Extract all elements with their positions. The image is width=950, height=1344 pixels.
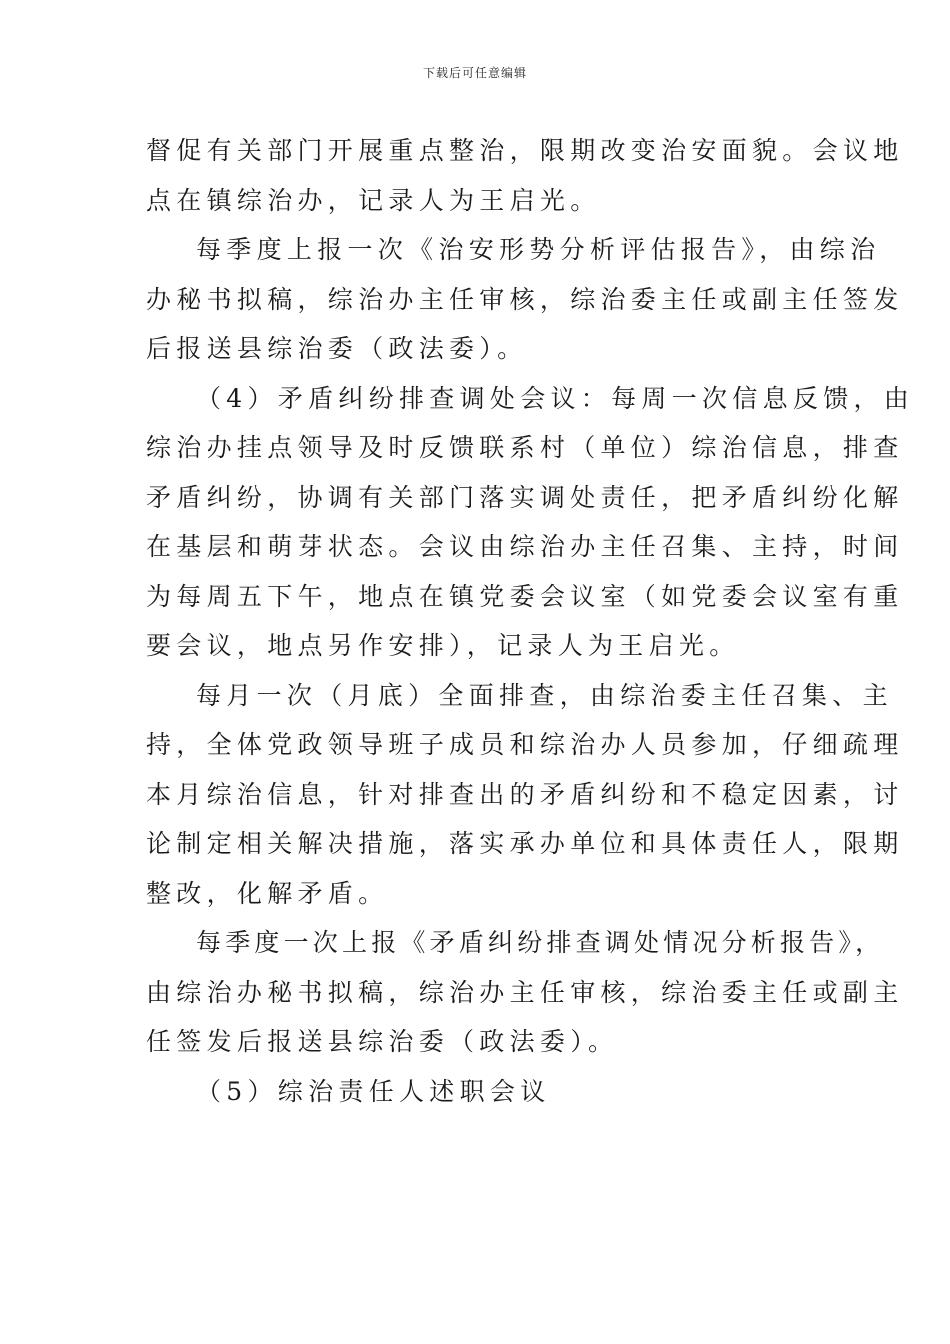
text-line: 督促有关部门开展重点整治，限期改变治安面貌。会议地 [146,136,904,165]
text-line: 为每周五下午，地点在镇党委会议室（如党委会议室有重 [146,581,904,611]
text-line: 整改，化解矛盾。 [146,878,389,908]
text-line: 论制定相关解决措施，落实承办单位和具体责任人，限期 [146,829,904,858]
document-body [146,126,915,1116]
text-line: 矛盾纠纷，协调有关部门落实调处责任，把矛盾纠纷化解 [146,482,904,512]
text-line: 本月综治信息，针对排查出的矛盾纠纷和不稳定因素，讨 [146,779,904,809]
text-line: 任签发后报送县综治委（政法委）。 [146,1027,619,1056]
text-line: 点在镇综治办，记录人为王启光。 [146,185,601,215]
text-line: （4）矛盾纠纷排查调处会议：每周一次信息反馈，由 [196,383,915,413]
text-line: 办秘书拟稿，综治办主任审核，综治委主任或副主任签发 [146,284,904,314]
text-line: 后报送县综治委（政法委）。 [146,334,528,363]
page-header: 下载后可任意编辑 [422,66,527,80]
text-line: 每月一次（月底）全面排查，由综治委主任召集、主 [196,680,893,710]
text-line: 由综治办秘书拟稿，综治办主任审核，综治委主任或副主 [146,977,904,1007]
text-line: 在基层和萌芽状态。会议由综治办主任召集、主持，时间 [146,532,904,561]
text-line: （5）综治责任人述职会议 [196,1076,551,1106]
text-line: 持，全体党政领导班子成员和综治办人员参加，仔细疏理 [146,730,904,759]
text-line: 要会议，地点另作安排），记录人为王启光。 [146,631,740,660]
text-line: 综治办挂点领导及时反馈联系村（单位）综治信息，排查 [146,433,904,462]
text-line: 每季度一次上报《矛盾纠纷排查调处情况分析报告》， [196,928,885,957]
text-line: 每季度上报一次《治安形势分析评估报告》，由综治 [196,235,881,264]
